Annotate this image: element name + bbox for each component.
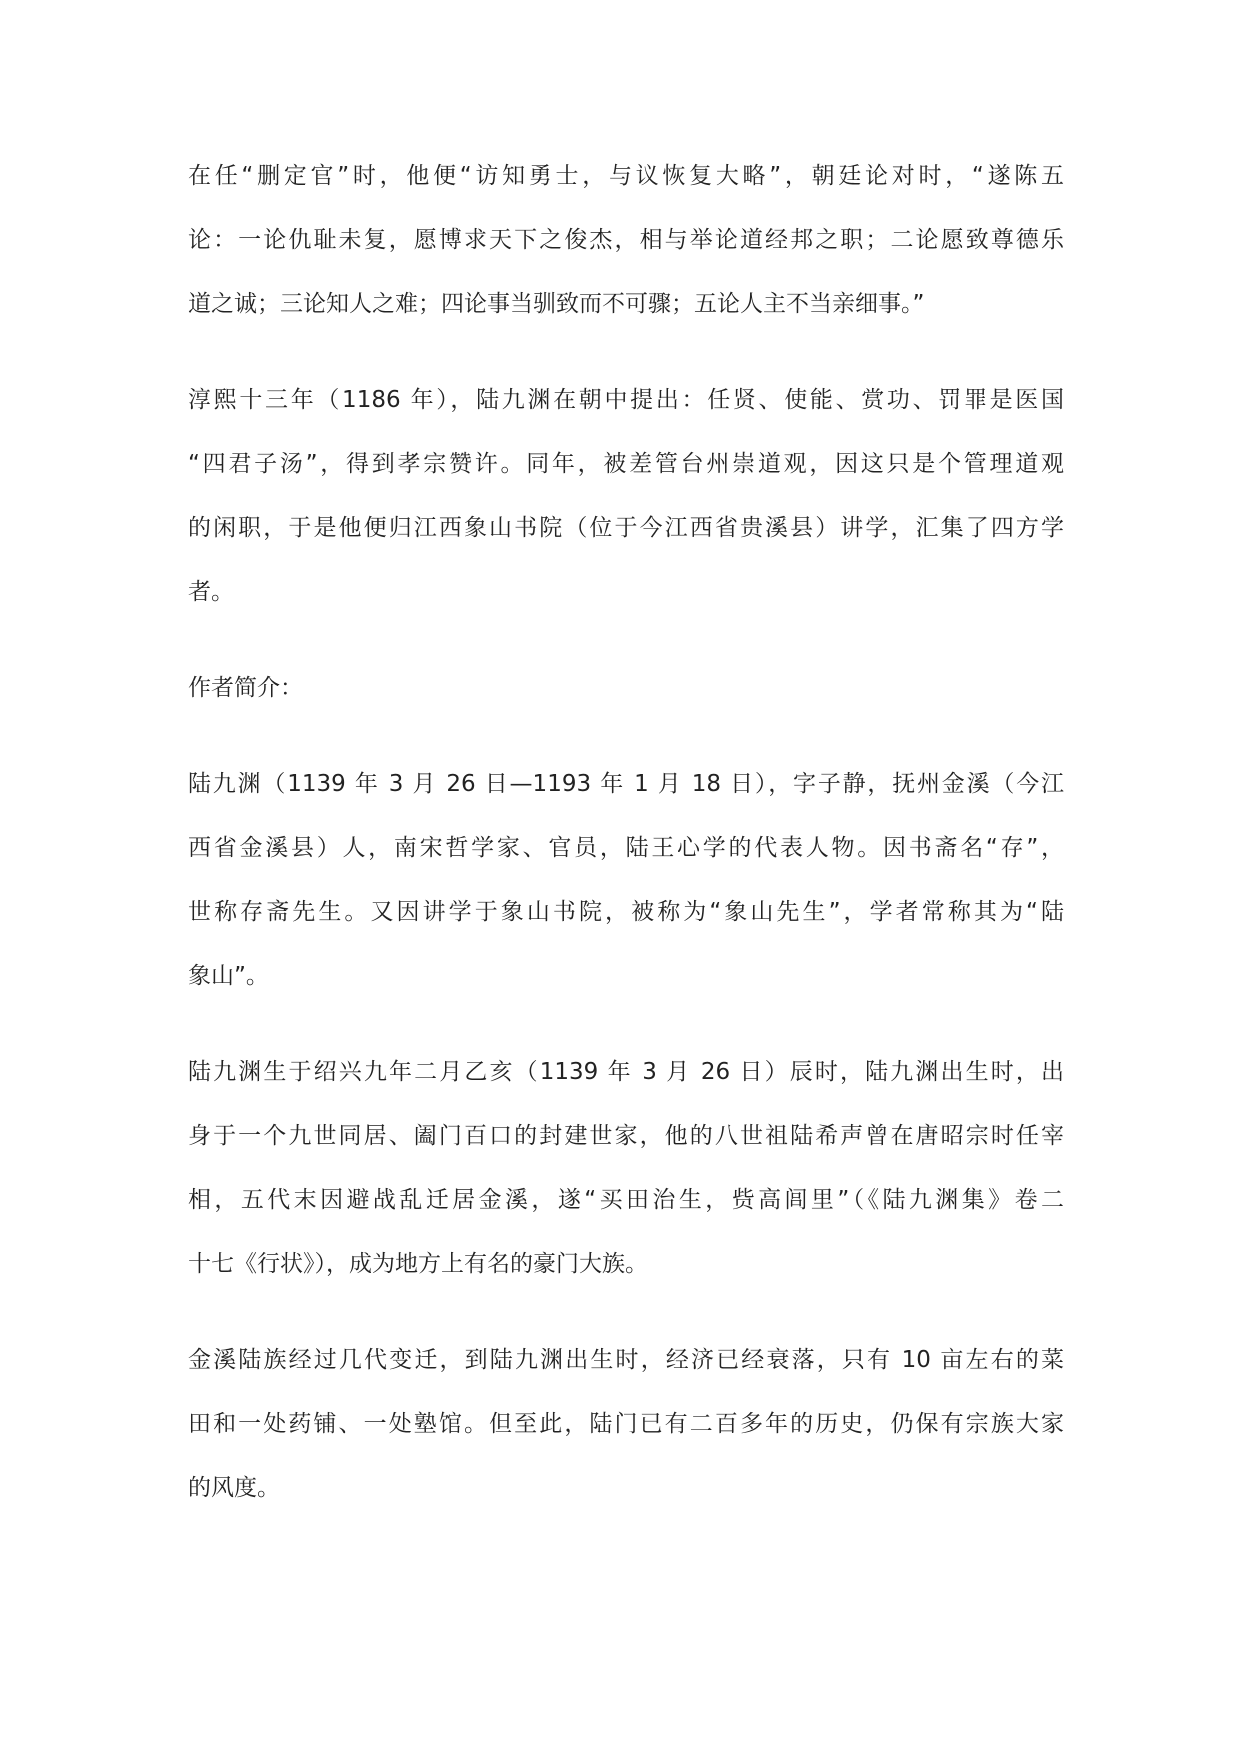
text-line: 西省金溪县）人，南宋哲学家、官员，陆王心学的代表人物。因书斋名“存”， bbox=[188, 835, 1064, 861]
text-line: 相，五代末因避战乱迁居金溪，遂“买田治生，赀高闾里”（《陆九渊集》卷二 bbox=[188, 1187, 1064, 1213]
text-line: 论：一论仇耻未复，愿博求天下之俊杰，相与举论道经邦之职；二论愿致尊德乐 bbox=[188, 227, 1064, 253]
text-line: 的闲职，于是他便归江西象山书院（位于今江西省贵溪县）讲学，汇集了四方学 bbox=[188, 515, 1064, 541]
text-line: 象山”。 bbox=[188, 963, 269, 989]
text-line: 的风度。 bbox=[188, 1475, 280, 1501]
text-line: 世称存斋先生。又因讲学于象山书院，被称为“象山先生”，学者常称其为“陆 bbox=[188, 899, 1064, 925]
paragraph-author-bio bbox=[188, 768, 1064, 1024]
text-line: 田和一处药铺、一处塾馆。但至此，陆门已有二百多年的历史，仍保有宗族大家 bbox=[188, 1411, 1064, 1437]
text-line: 金溪陆族经过几代变迁，到陆九渊出生时，经济已经衰落，只有 10 亩左右的菜 bbox=[188, 1347, 1064, 1373]
paragraph-chunxi-13 bbox=[188, 384, 1064, 640]
text-line: 者。 bbox=[188, 579, 234, 605]
text-line: “四君子汤”，得到孝宗赞许。同年，被差管台州崇道观，因这只是个管理道观 bbox=[188, 451, 1064, 477]
paragraph-birth-family bbox=[188, 1056, 1064, 1312]
document-body bbox=[188, 160, 1064, 1568]
section-heading-author-intro bbox=[188, 672, 1064, 736]
text-line: 陆九渊生于绍兴九年二月乙亥（1139 年 3 月 26 日）辰时，陆九渊出生时，出 bbox=[188, 1059, 1064, 1085]
text-line: 十七《行状》），成为地方上有名的豪门大族。 bbox=[188, 1251, 648, 1277]
text-line: 在任“删定官”时，他便“访知勇士，与议恢复大略”，朝廷论对时，“遂陈五 bbox=[188, 163, 1064, 189]
paragraph-family-decline bbox=[188, 1344, 1064, 1536]
text-line: 陆九渊（1139 年 3 月 26 日—1193 年 1 月 18 日），字子静，抚州金溪（今江 bbox=[188, 771, 1064, 797]
text-line: 道之诚；三论知人之难；四论事当驯致而不可骤；五论人主不当亲细事。” bbox=[188, 291, 925, 317]
text-line: 身于一个九世同居、阖门百口的封建世家，他的八世祖陆希声曾在唐昭宗时任宰 bbox=[188, 1123, 1064, 1149]
paragraph-official-post bbox=[188, 160, 1064, 352]
text-line: 淳熙十三年（1186 年），陆九渊在朝中提出：任贤、使能、赏功、罚罪是医国 bbox=[188, 387, 1064, 413]
text-line: 作者简介： bbox=[188, 675, 303, 701]
